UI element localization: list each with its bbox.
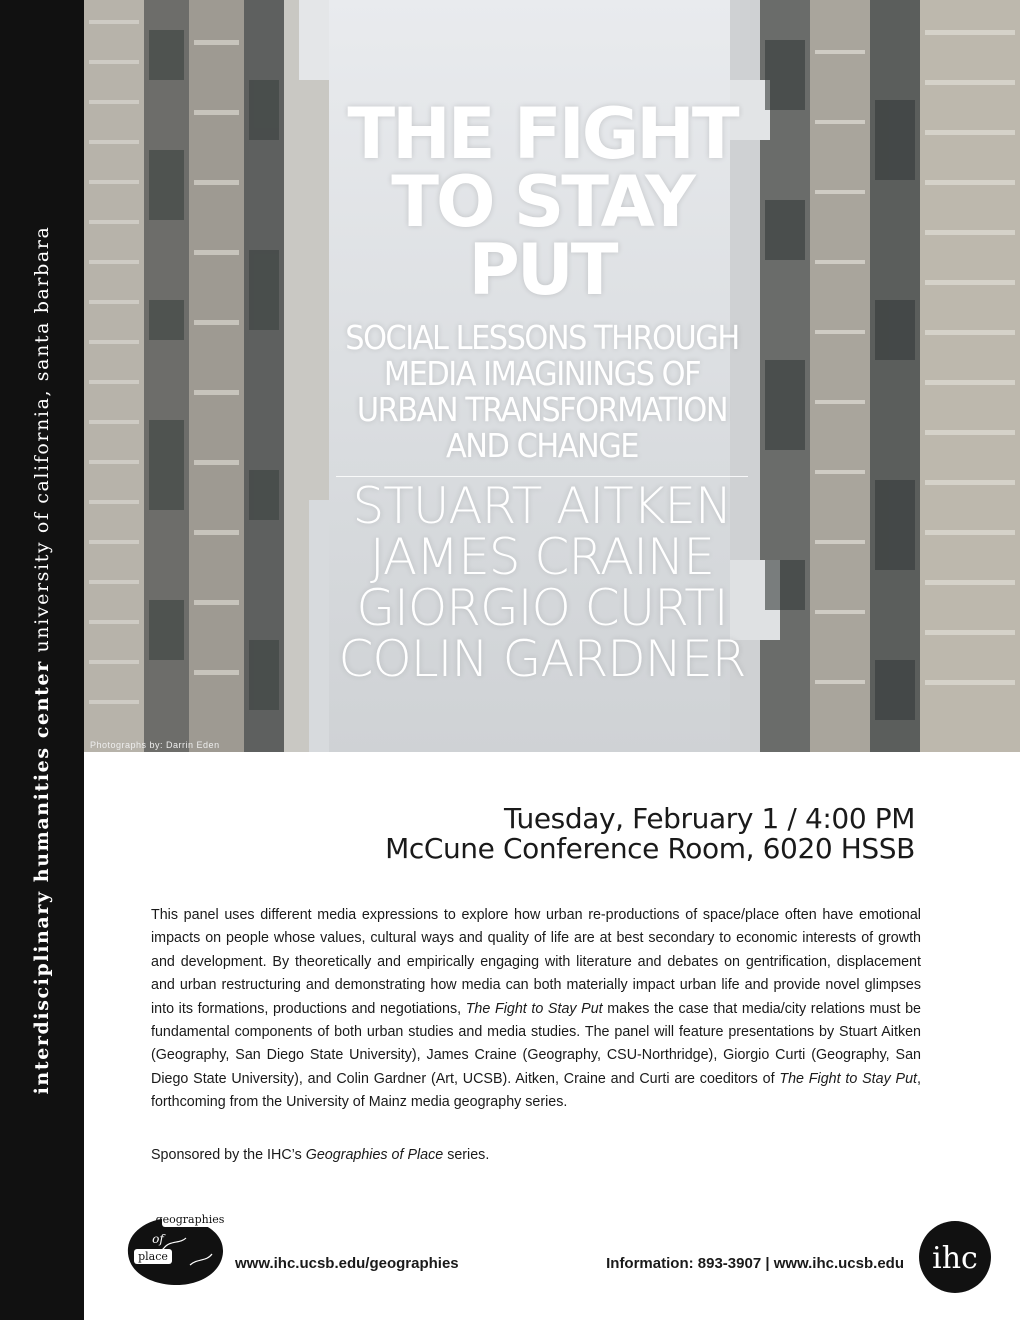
sponsor-prefix: Sponsored by the IHC’s [151,1147,306,1163]
speaker-name: COLIN GARDNER [338,630,746,688]
subtitle-line: SOCIAL LESSONS THROUGH [345,318,739,357]
subtitle-line: MEDIA IMAGININGS OF [383,354,701,393]
description-text: This panel uses different media expressions to explore how urban re-productions of space/place often have emotional impacts on people whose values, cultural ways and quality of life are at best secondary to economic interests of growth and development. By theoretically and empirically engaging with literature and debates on gentrification, displacement and urban restructuring and demonstrating how media can both materially impact urban life and provide novel glimpses into its formations, productions and negotiations, [151,907,921,1017]
description-text: makes the case that media/city relations must be fundamental components of both urban studies and media studies. The panel will feature presentations by Stuart Aitken (Geography, San Diego State University), James Craine (Geography, CSU-Northridge), Giorgio Curti (Geography, San Diego State University), and Colin Gardner (Art, UCSB). Aitken, Craine and Curti are coeditors of [151,1000,921,1087]
sponsor-line [151,1147,489,1163]
hero-photo [84,0,1020,752]
subtitle-line: AND CHANGE [445,426,638,465]
city-left-image [84,0,329,752]
title-line: THE FIGHT [347,93,737,175]
speaker-name: JAMES CRAINE [369,528,714,586]
logo-word: of [152,1232,164,1246]
event-title [312,93,772,311]
city-right-image [730,0,1020,752]
photo-credit: Photographs by: Darrin Eden [90,740,220,750]
sponsor-series: Geographies of Place [305,1147,444,1163]
event-location: McCune Conference Room, 6020 HSSB [385,832,915,865]
speaker-name: GIORGIO CURTI [356,579,728,637]
ihc-logo-text: ihc [932,1241,978,1276]
event-description [151,904,921,1115]
title-line: TO STAY PUT [391,161,693,311]
speaker-list [312,477,772,688]
geographies-url[interactable]: www.ihc.ucsb.edu/geographies [235,1255,459,1272]
sponsor-suffix: series. [443,1147,490,1163]
logo-word: geographies [155,1213,225,1226]
ihc-logo [918,1220,992,1294]
geographies-of-place-logo [120,1210,230,1290]
book-title: The Fight to Stay Put [465,1000,603,1017]
logo-word: place [138,1250,168,1263]
book-title: The Fight to Stay Put [779,1070,918,1087]
speaker-name: STUART AITKEN [352,477,732,535]
event-date-time: Tuesday, February 1 / 4:00 PM [504,802,915,835]
contact-info: Information: 893-3907 | www.ihc.ucsb.edu [606,1255,904,1272]
sidebar [0,0,84,1320]
event-subtitle [330,320,753,464]
sidebar-bold-text: interdisciplinary humanities center [31,660,53,1095]
subtitle-line: URBAN TRANSFORMATION [356,390,728,429]
description-text: , forthcoming from the University of Mainz media geography series. [151,1070,921,1111]
title-block [312,93,772,688]
sidebar-regular-text: university of california, santa barbara [31,225,53,661]
sidebar-organization-text [31,226,53,1095]
